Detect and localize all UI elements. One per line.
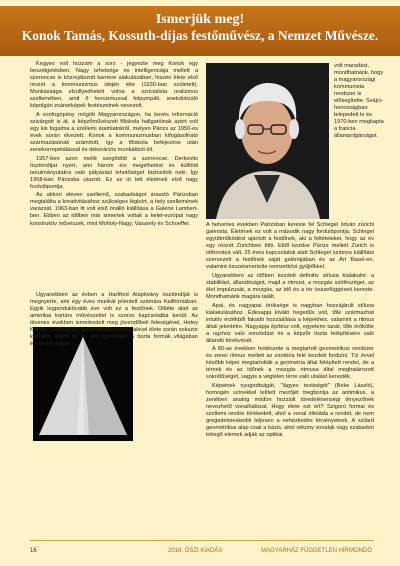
paragraph: Ugyanebben az időben kezdett definitív stílusa kialakulni: a stabilitást, állandóságot, majd a ritmust, a mozgás szöfészéget, az élet impulzusát, a mozgás, az idő és a tér összefüggéseit kereste. Mondhatnánk magára talált. <box>206 272 374 300</box>
left-column-lower <box>30 292 198 350</box>
footer-rule <box>30 540 374 541</box>
paragraph: A hetvenes években Párizsban kereste fel Schlegel István zürichi galerista. Életének ez volt a második nagy fordulópontja. Schlegel együttműködést ajánlott a festőnek, aki a feltételeket, hogy az év egy részét Zürichben tölti. Ettől kezdve Párizs mellett Zürich is otthonává vált. 25 éves kapcsolatuk alatt Schlegel számos kiállítást szervezett a festőnek saját galériájában és az Art Basel-en, valamint összeismertette nemzetközi gyűjtőkkel. <box>206 222 374 271</box>
paragraph: 1957-ben azon mellé szegődött a szerencse. Derkovits ösztöndíjat nyert, ami három évi megélhetést és külföldi tanulmányutakra való pályázási lehetőséget biztosított neki. Így 1958-ban Párizsba utazott. Ez az út lett életének első nagy fordulópontja. <box>30 155 198 190</box>
paragraph: Képeinek nyugodtságát, "lágyes testiségét" (Beke László), homogén színekkel telített mezőjét megbontja az antimikus, a zenében analóg módon hozzáilt töredelésenségi tényezőnek nevezhető vonalhálózat. Hogy élete ezt ért? Szigorú formai és szellemi rendre törekedett, ahol a vonal ölteláda a rendet, de nem gregedelmeskedik teljesen a nehézkedés törvényeinek. A szilárd geometrikus alap csak a bázis, ahol vékony vonalak vagy szabadon lebegő elemek adják az optikai <box>206 383 374 439</box>
paragraph: Apai, és nagyapai öröksége is nagyban hozzájárult stílusa kialakulásához. Édesapja kiváló hegedűs volt, tőle származhat intuitív érzékből fakadó hozzáállása a képekhez, valamint a ritmus általi jelenlétre. Nagyapja építész volt, egyetemi tanár, tőle örökölte a rajzhoz való vonzódást és a képzőr tiszta felépítésére való állandó törekvését. <box>206 302 374 344</box>
right-column-main <box>206 222 374 441</box>
header-kicker: Ismerjük meg! <box>155 12 245 27</box>
page-number: 16 <box>30 548 37 554</box>
narrow-column: volt maradást, mondhatnánk, hogy a magyarországi kommunista rendszer is elősegítette. Svájci-honosságban telepedett le és 1970-ben megkapta a francia állampolgárságot. <box>334 63 384 140</box>
left-column <box>30 61 198 229</box>
right-column <box>206 184 374 186</box>
paragraph: A 80-as években festészete a megtartott geometrikus rendszer és zenei ritmus mellett az ezotéria felé kezdett fordulni. Tíz évvel később képei megtartották a geometria által felépített rendet, de a térnek és az időnek a mozgás ritmusa által meghatározott sokrétűségét, vagyis a végtelen térre való utalást keresték. <box>206 346 374 381</box>
article-title: Konok Tamás, Kossuth-díjas festőművész, a Nemzet Művésze. <box>21 28 379 43</box>
paragraph: Az akkori eleven szellemű, szabadságot árasztó Párizsban megtalálta a kreativitásához szükséges légkört, a hely szellemének varázsát. 1963-ban itt volt első önálló kiállítása a Galerie Lambert-ben. Ebben az időben már ismertek voltak a kelet-európai nagy konstruktív művészek, mint Moholy-Nagy, Vasarely és Schoeffer. <box>30 192 198 227</box>
portrait-photo <box>206 63 329 219</box>
paragraph: Ugyanebben az évben a Hartford Alapítvány ösztöndíját is megnyerte, ami egy éves munkát jelentett számára Kaliforniában. Egyik legproduktívabb éve volt ez a festőnek. Ottléte alatt az amerikai kortárs művészettel is szoros kapcsolatba került. Az ötvenes években ismerkedett meg jövendőbeli feleségével, Hetey Katalin (1924-2010) szobrászművésszel, akivel élete során sokszor közösen állított ki, és aki úgyszintén a tiszta formák világában érezte jól magát. <box>30 292 198 348</box>
publication-name: MAGYARHÁZ FÜGGETLEN HÍRMONDÓ <box>261 548 372 554</box>
page-footer <box>0 543 400 559</box>
edition-label: 2018. ŐSZI KIADÁS <box>168 548 223 554</box>
portrait-image <box>206 63 329 219</box>
paragraph: A vonfogópény mögött Magyarországon, ha kevés információ szivárgott is át, a képzőművészeti főiskola hallgatóinak azért volt egy kis fogalma a szellemi áramlatokról, melyen Párizs az 1950-es évek során élvezett. Konok a kommunizmusban kifogásolható származásúnak számított, így a főiskola befejezése után zenekorrepetálással és dekorációs munkákból élt. <box>30 111 198 154</box>
article-header <box>0 6 400 56</box>
paragraph: Kegyes volt hozzám a sors - jegyezte meg Konok egy beszélgetésben. Nagy tehetsége és intelligenciája mellett a szerencse is közrejátszott karriere alakulásában, hiszen élete első részét a kommunizmus idején élte (1930-ban született). Munkássága elsüllyedhetett volna a szocialista realizmus szellemében, amit ő heroizmussal felpumpált, anekdotizáló képolgári zsánerképek festészetnek nevezett. <box>30 61 198 110</box>
